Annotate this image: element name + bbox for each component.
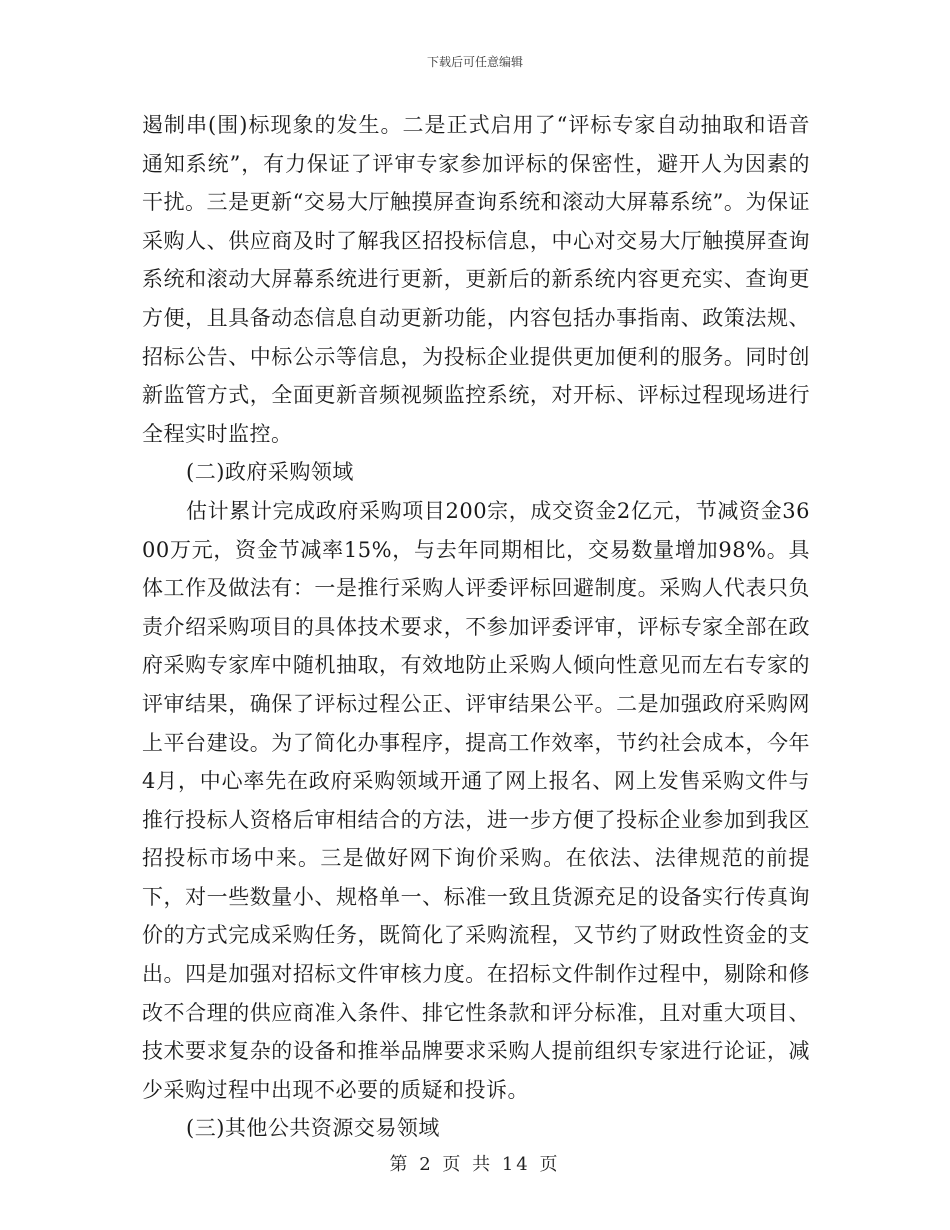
page-header-note: 下载后可任意编辑: [426, 55, 523, 69]
document-body: [142, 106, 810, 1148]
section-heading-government-procurement: (二)政府采购领域: [186, 460, 354, 485]
paragraph-government-procurement: 估计累计完成政府采购项目200宗，成交资金2亿元，节减资金3600万元，资金节减率15%，与去年同期相比，交易数量增加98%。具体工作及做法有：一是推行采购人评委评标回避制度。采购人代表只负责介绍采购项目的具体技术要求，不参加评委评审，评标专家全部在政府采购专家库中随机抽取，有效地防止采购人倾向性意见而左右专家的评审结果，确保了评标过程公正、评审结果公平。二是加强政府采购网上平台建设。为了简化办事程序，提高工作效率，节约社会成本，今年4月，中心率先在政府采购领域开通了网上报名、网上发售采购文件与推行投标人资格后审相结合的方法，进一步方便了投标企业参加到我区招投标市场中来。三是做好网下询价采购。在依法、法律规范的前提下，对一些数量小、规格单一、标准一致且货源充足的设备实行传真询价的方式完成采购任务，既简化了采购流程，又节约了财政性资金的支出。四是加强对招标文件审核力度。在招标文件制作过程中，剔除和修改不合理的供应商准入条件、排它性条款和评分标准，且对重大项目、技术要求复杂的设备和推举品牌要求采购人提前组织专家进行论证，减少采购过程中出现不必要的质疑和投诉。: [142, 498, 810, 1102]
section-heading-other-public-resources: (三)其他公共资源交易领域: [186, 1116, 440, 1141]
paragraph-continued: 遏制串(围)标现象的发生。二是正式启用了“评标专家自动抽取和语音通知系统”，有力保证了评审专家参加评标的保密性，避开人为因素的干扰。三是更新“交易大厅触摸屏查询系统和滚动大屏幕系统”。为保证采购人、供应商及时了解我区招投标信息，中心对交易大厅触摸屏查询系统和滚动大屏幕系统进行更新，更新后的新系统内容更充实、查询更方便，且具备动态信息自动更新功能，内容包括办事指南、政策法规、招标公告、中标公示等信息，为投标企业提供更加便利的服务。同时创新监管方式，全面更新音频视频监控系统，对开标、评标过程现场进行全程实时监控。: [142, 113, 810, 446]
page-number-footer: 第 2 页 共 14 页: [389, 1154, 561, 1175]
